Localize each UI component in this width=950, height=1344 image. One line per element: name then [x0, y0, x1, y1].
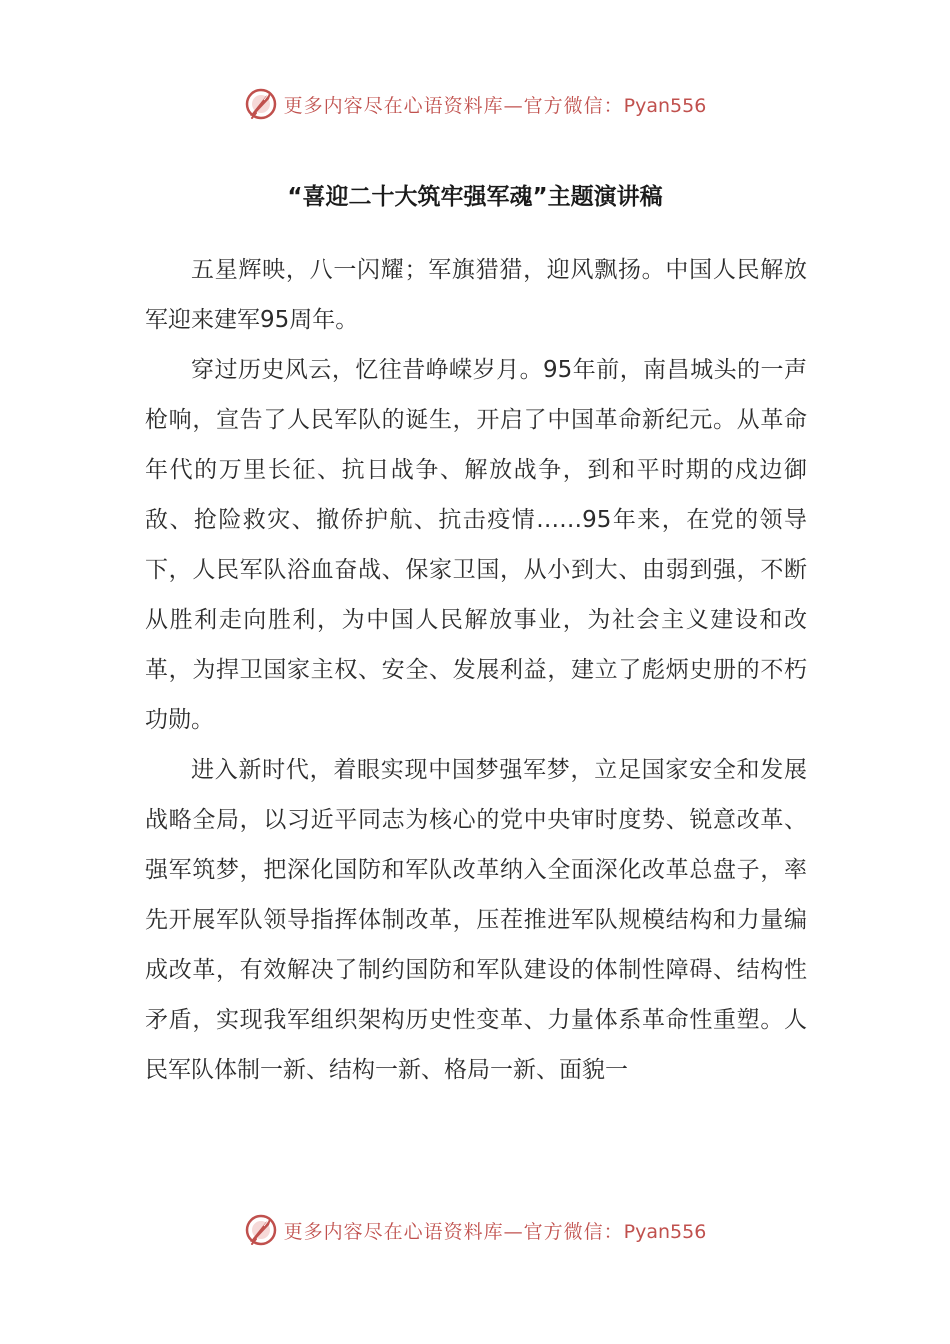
quill-pen-logo-icon — [244, 1213, 278, 1247]
wechat-id: Pyan556 — [623, 1220, 707, 1243]
wechat-id: Pyan556 — [623, 94, 707, 117]
header-banner — [0, 84, 950, 124]
document-title: “喜迎二十大筑牢强军魂”主题演讲稿 — [287, 184, 663, 210]
quill-pen-logo-icon — [244, 87, 278, 121]
banner-text — [284, 1217, 707, 1244]
paragraph-3: 进入新时代，着眼实现中国梦强军梦，立足国家安全和发展战略全局，以习近平同志为核心的党中央审时度势、锐意改革、强军筑梦，把深化国防和军队改革纳入全面深化改革总盘子，率先开展军队领导指挥体制改革，压茬推进军队规模结构和力量编成改革，有效解决了制约国防和军队建设的体制性障碍、结构性矛盾，实现我军组织架构历史性变革、力量体系革命性重塑。人民军队体制一新、结构一新、格局一新、面貌一 — [145, 757, 807, 1083]
document-body — [145, 245, 807, 1095]
paragraph-2: 穿过历史风云，忆往昔峥嵘岁月。95年前，南昌城头的一声枪响，宣告了人民军队的诞生，开启了中国革命新纪元。从革命年代的万里长征、抗日战争、解放战争，到和平时期的戍边御敌、抢险救灾、撤侨护航、抗击疫情……95年来，在党的领导下，人民军队浴血奋战、保家卫国，从小到大、由弱到强，不断从胜利走向胜利，为中国人民解放事业，为社会主义建设和改革，为捍卫国家主权、安全、发展利益，建立了彪炳史册的不朽功勋。 — [145, 357, 807, 733]
banner-main-text: 更多内容尽在心语资料库—官方微信： — [283, 1220, 624, 1243]
banner-main-text: 更多内容尽在心语资料库—官方微信： — [283, 94, 624, 117]
banner-text — [284, 91, 707, 118]
footer-banner — [0, 1210, 950, 1250]
paragraph-1: 五星辉映，八一闪耀；军旗猎猎，迎风飘扬。中国人民解放军迎来建军95周年。 — [145, 257, 807, 333]
